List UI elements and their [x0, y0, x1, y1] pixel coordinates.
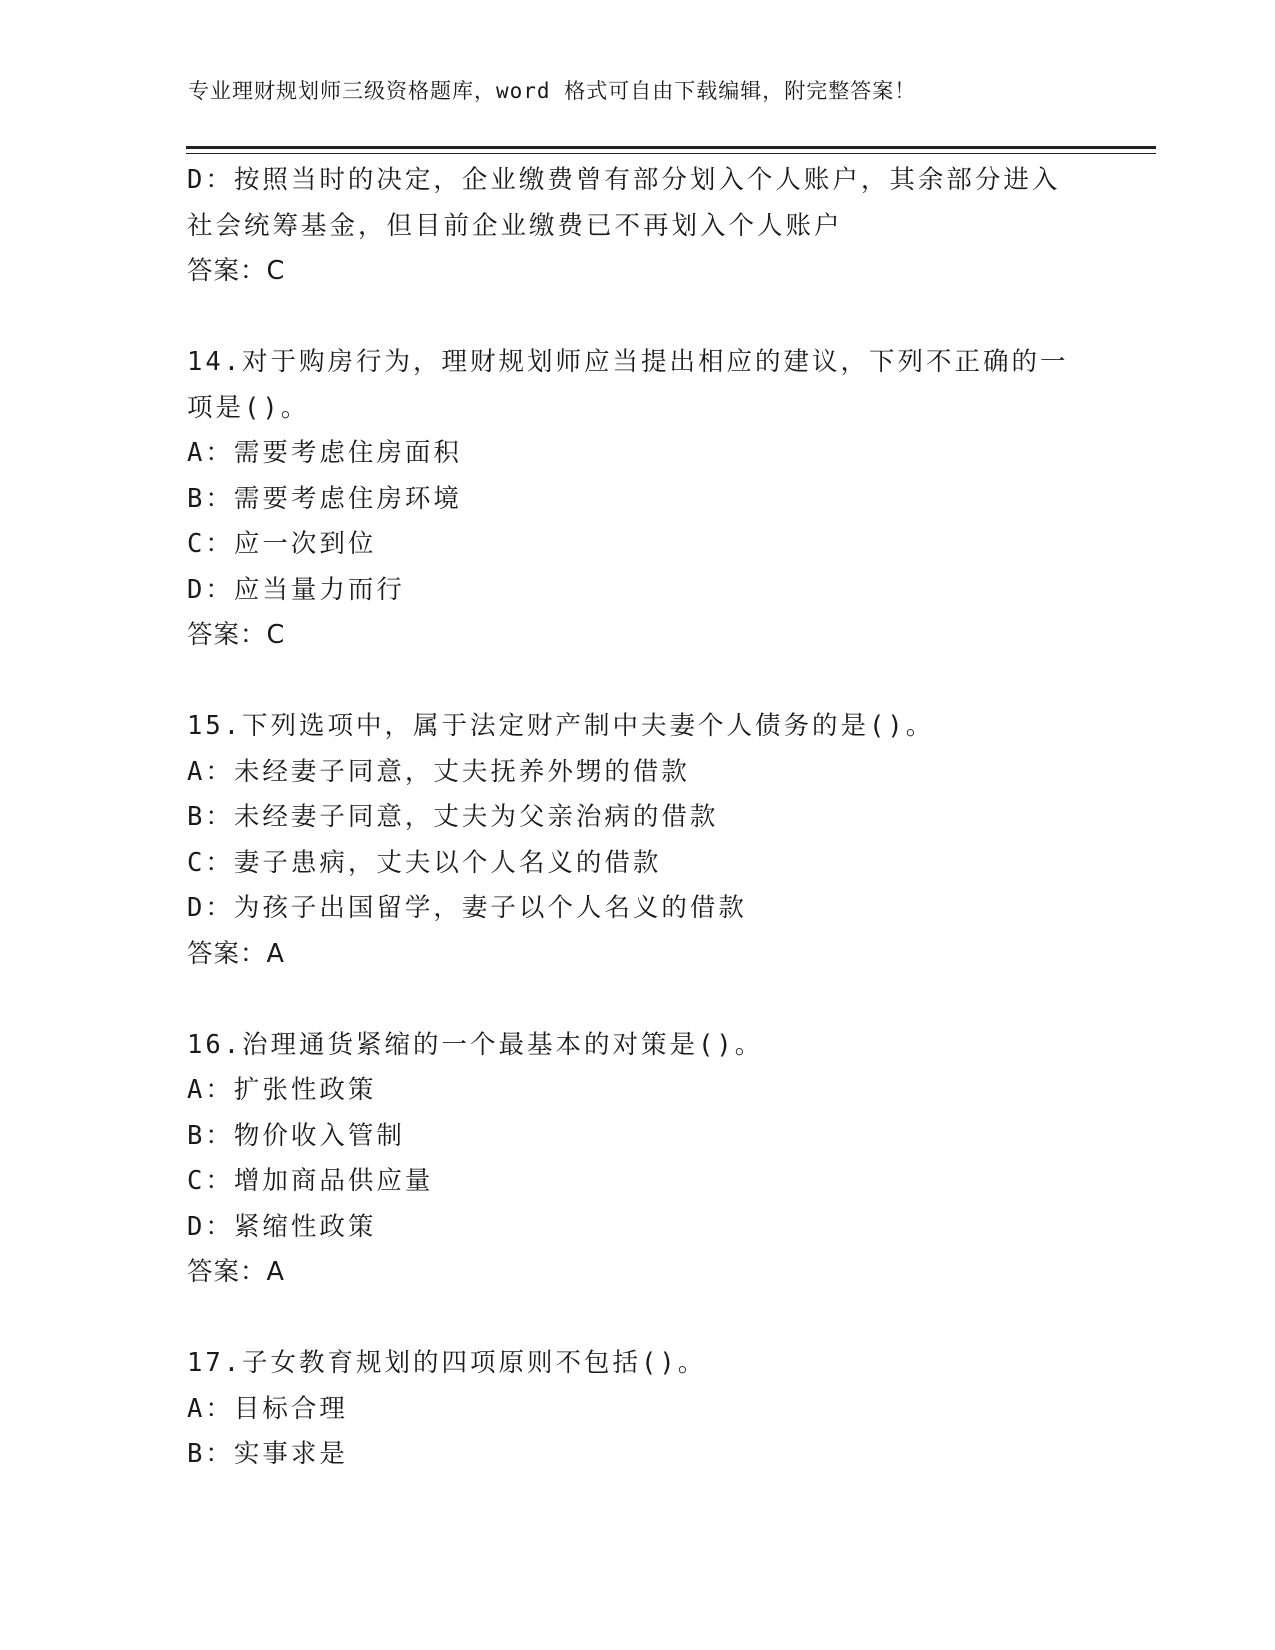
- option-b: B：实事求是: [187, 1439, 348, 1469]
- option-a: A：未经妻子同意，丈夫抚养外甥的借款: [187, 756, 690, 787]
- question-block-13: [187, 158, 1087, 295]
- question-stem: 项是()。: [187, 392, 310, 423]
- answer-line: 答案：C: [187, 620, 286, 650]
- question-stem: 14.对于购房行为，理财规划师应当提出相应的建议，下列不正确的一: [187, 347, 1069, 377]
- header-rule-thin: [186, 153, 1156, 154]
- answer-line: 答案：A: [187, 1257, 285, 1287]
- option-d: D：为孩子出国留学，妻子以个人名义的借款: [187, 893, 747, 923]
- option-line: D：按照当时的决定，企业缴费曾有部分划入个人账户，其余部分进入: [187, 165, 1061, 195]
- option-b: B：未经妻子同意，丈夫为父亲治病的借款: [187, 802, 719, 832]
- option-a: A：需要考虑住房面积: [187, 438, 462, 468]
- option-c: C：增加商品供应量: [187, 1166, 434, 1196]
- option-b: B：物价收入管制: [187, 1120, 405, 1151]
- question-list: [187, 158, 1087, 1478]
- question-stem: 16.治理通货紧缩的一个最基本的对策是()。: [187, 1029, 764, 1060]
- question-block-15: [187, 704, 1087, 977]
- option-c: C：应一次到位: [187, 529, 377, 559]
- answer-line: 答案：A: [187, 938, 285, 969]
- question-stem: 15.下列选项中，属于法定财产制中夫妻个人债务的是()。: [187, 711, 935, 741]
- question-block-14: [187, 340, 1087, 659]
- answer-line: 答案：C: [187, 256, 286, 286]
- option-b: B：需要考虑住房环境: [187, 483, 462, 514]
- option-c: C：妻子患病，丈夫以个人名义的借款: [187, 847, 662, 878]
- question-block-17: [187, 1341, 1087, 1478]
- header-rule-thick: [186, 146, 1156, 149]
- question-stem: 17.子女教育规划的四项原则不包括()。: [187, 1348, 707, 1378]
- option-a: A：目标合理: [187, 1393, 348, 1424]
- question-block-16: [187, 1023, 1087, 1296]
- option-line: 社会统筹基金，但目前企业缴费已不再划入个人账户: [187, 210, 843, 241]
- page-header: 专业理财规划师三级资格题库，word 格式可自由下载编辑，附完整答案！: [188, 79, 917, 103]
- option-a: A：扩张性政策: [187, 1075, 377, 1105]
- option-d: D：应当量力而行: [187, 574, 405, 605]
- option-d: D：紧缩性政策: [187, 1211, 377, 1242]
